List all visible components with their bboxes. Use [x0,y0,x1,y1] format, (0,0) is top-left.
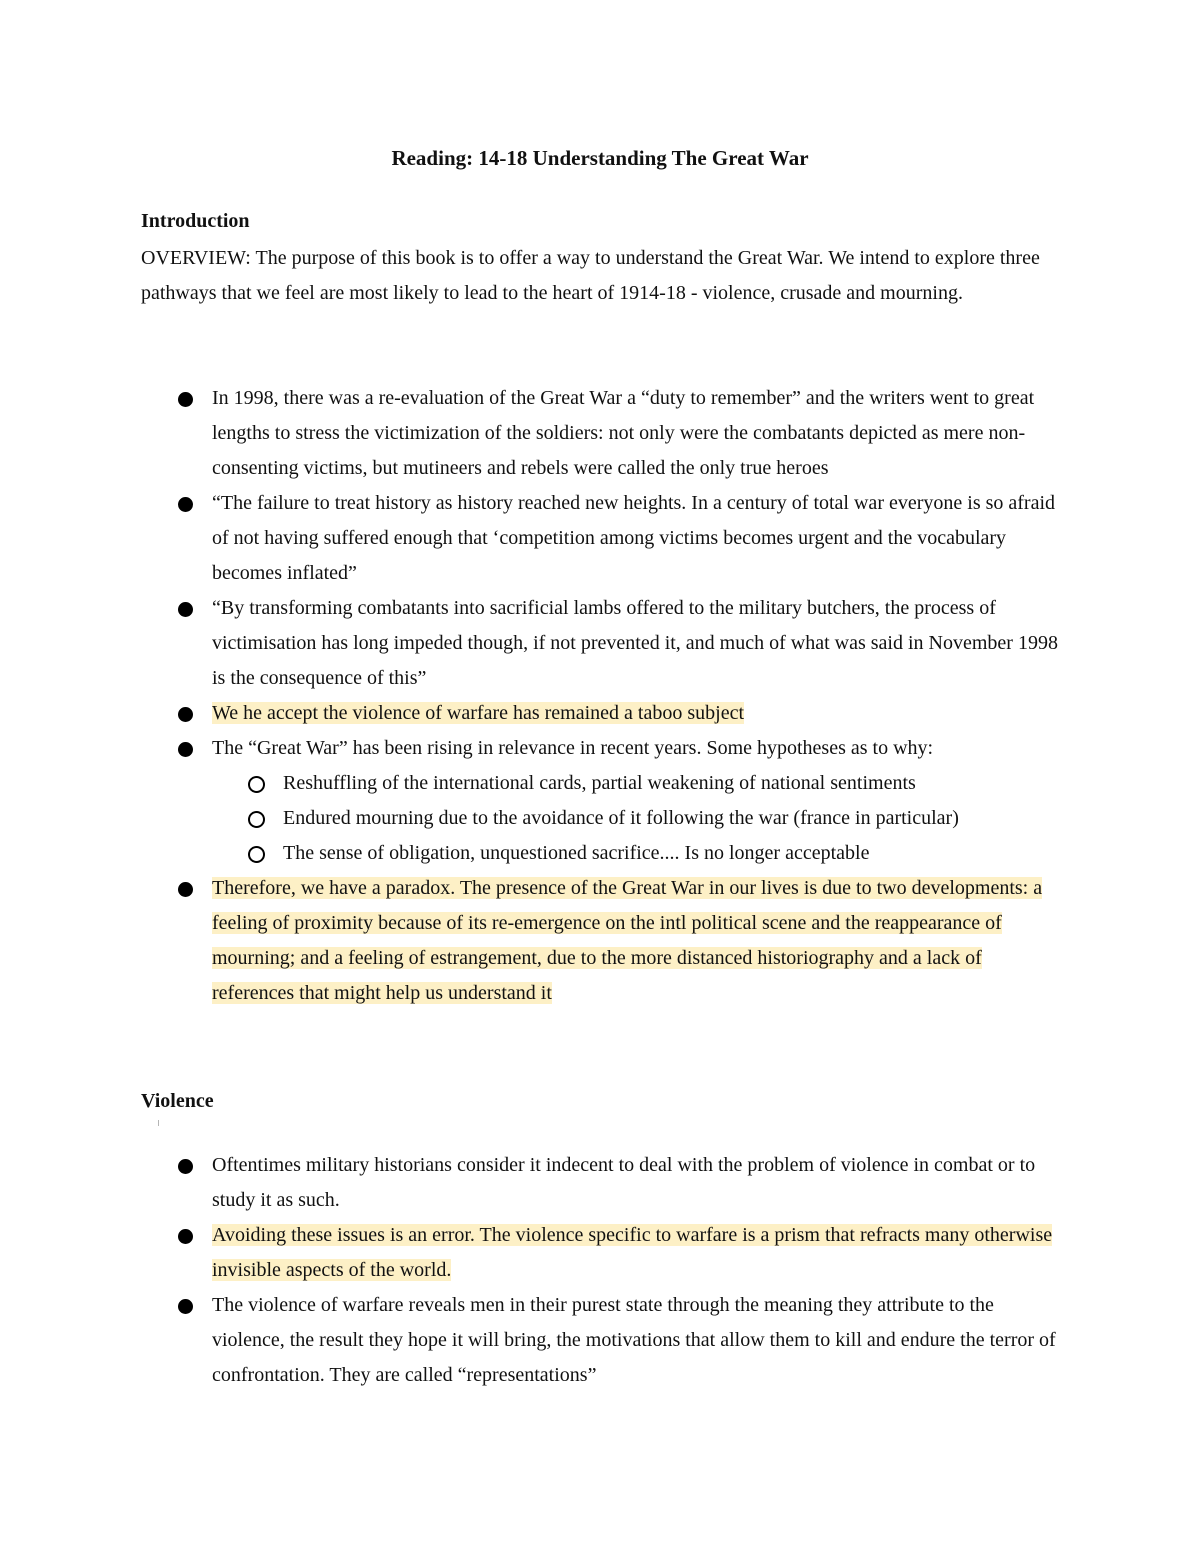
list-item [0,1148,1062,1218]
overview-paragraph: OVERVIEW: The purpose of this book is to offer a way to understand the Great War. We intend to explore three pathways that we feel are most likely to lead to the heart of 1914-18 - violence, crusade and mourning. [141,247,1040,304]
list-item [0,381,1062,486]
list-item [0,1288,1062,1393]
sub-list-item [0,801,1083,836]
page-title: Reading: 14-18 Understanding The Great War [391,146,809,170]
violence-bullet-list [0,1148,1200,1393]
list-item [0,731,1062,766]
bullet-dot-icon [178,1299,193,1314]
bullet-dot-icon [178,742,193,757]
hollow-bullet-icon [248,846,265,863]
bullet-text: The “Great War” has been rising in relevance in recent years. Some hypotheses as to why: [212,737,934,759]
sub-bullet-text: Endured mourning due to the avoidance of it following the war (france in particular) [283,807,959,829]
bullet-dot-icon [178,882,193,897]
bullet-dot-icon [178,602,193,617]
sub-list-item [0,836,1083,871]
list-item [0,871,1062,1011]
section-heading-violence: Violence [141,1090,214,1112]
list-item [0,591,1062,696]
bullet-dot-icon [178,1159,193,1174]
bullet-dot-icon [178,1229,193,1244]
bullet-text: “By transforming combatants into sacrificial lambs offered to the military butchers, the process of victimisation has long impeded though, if not prevented it, and much of what was said in November 1998 is the consequence of this” [212,597,1058,689]
introduction-bullet-list [0,381,1200,1011]
sub-list-item [0,766,1083,801]
bullet-text: Oftentimes military historians consider it indecent to deal with the problem of violence in combat or to study it as such. [212,1154,1036,1211]
highlighted-bullet-text: Avoiding these issues is an error. The violence specific to warfare is a prism that refracts many otherwise invisible aspects of the world. [212,1224,1053,1281]
highlighted-bullet-text: We he accept the violence of warfare has remained a taboo subject [212,702,745,724]
hollow-bullet-icon [248,811,265,828]
sub-bullet-text: Reshuffling of the international cards, partial weakening of national sentiments [283,772,916,794]
bullet-text: “The failure to treat history as history reached new heights. In a century of total war everyone is so afraid of not having suffered enough that ‘competition among victims becomes urgent and the vocabulary becomes inflated” [212,492,1056,584]
section-heading-introduction: Introduction [141,210,250,232]
hollow-bullet-icon [248,776,265,793]
bullet-dot-icon [178,392,193,407]
list-item [0,1218,1062,1288]
bullet-dot-icon [178,497,193,512]
text-cursor-mark [158,1120,159,1126]
bullet-dot-icon [178,707,193,722]
list-item [0,486,1062,591]
highlighted-bullet-text: Therefore, we have a paradox. The presence of the Great War in our lives is due to two developments: a feeling of proximity because of its re-emergence on the intl political scene and the reappearance of mourning; and a feeling of estrangement, due to the more distanced historiography and a lack of references that might help us understand it [212,877,1043,1004]
bullet-text: The violence of warfare reveals men in their purest state through the meaning they attribute to the violence, the result they hope it will bring, the motivations that allow them to kill and endure the terror of confrontation. They are called “representations” [212,1294,1056,1386]
sub-bullet-text: The sense of obligation, unquestioned sacrifice.... Is no longer acceptable [283,842,870,864]
list-item [0,696,1062,731]
bullet-text: In 1998, there was a re-evaluation of the Great War a “duty to remember” and the writers went to great lengths to stress the victimization of the soldiers: not only were the combatants depicted as mere non-consenting victims, but mutineers and rebels were called the only true heroes [212,387,1035,479]
